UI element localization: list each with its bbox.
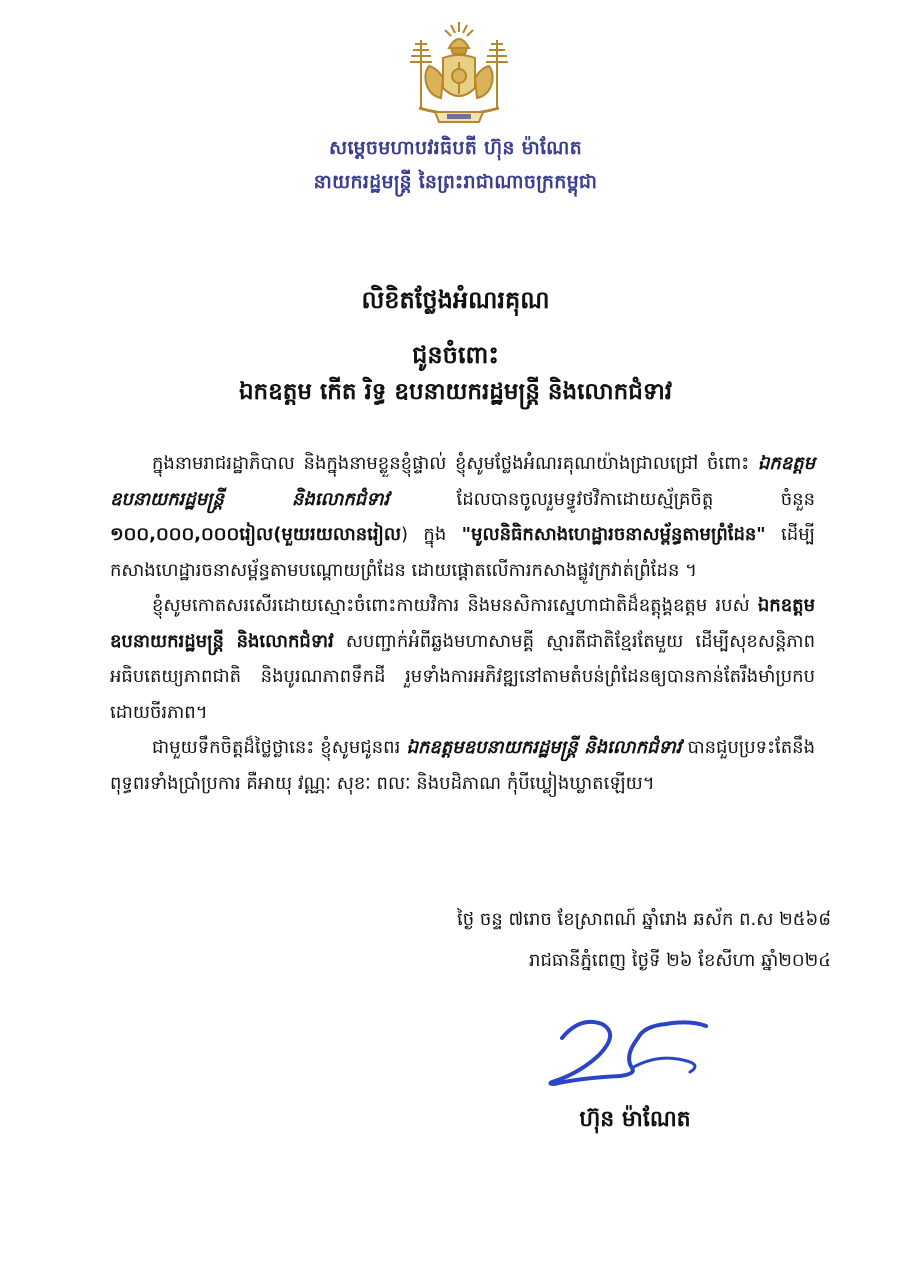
- handwritten-signature: [540, 1008, 710, 1093]
- p2-text-2: សបញ្ជាក់អំពីឆ្លងមហាសាមគ្គី ស្មារតីជាតិខ្មែរតែមួយ ដើម្បីសុខសន្តិភាព អធិបតេយ្យភាពជាតិ និងបូរណភាពទឹកដី រួមទាំងការអភិវឌ្ឍនៅតាមតំបន់ព្រំដែនឲ្យបានកាន់តែរឹងមាំប្រកបដោយចីរភាព។: [110, 630, 815, 723]
- p1-text-2: ដែលបានចូលរួមទ្ធូវថវិកាដោយស្ម័គ្រចិត្ត ចំនួន: [389, 488, 815, 510]
- p1-amount-words: មួយរយលានរៀល: [281, 524, 402, 545]
- p3-recipient: ឯកឧត្តមឧបនាយករដ្ឋមន្ត្រី និងលោកជំទាវ: [406, 737, 682, 758]
- sender-title: សម្តេចមហាបវរធិបតី ហ៊ុន ម៉ាណែត: [329, 137, 582, 159]
- solar-date: រាជធានីភ្នំពេញ ថ្ងៃទី ២៦ ខែសីហា ឆ្នាំ២០២៤: [529, 950, 831, 971]
- p3-text-2: បានជួបប្រទះតែនឹងពុទ្ធពរទាំងប្រាំប្រការ គឺអាយុ វណ្ណៈ សុខៈ ពលៈ និងបដិភាណ កុំបីឃ្លៀងឃ្លាតឡើយ។: [110, 737, 815, 794]
- p2-recipient: ឯកឧត្តមឧបនាយករដ្ឋមន្ត្រី និងលោកជំទាវ: [110, 595, 815, 652]
- p1-text-5: ដើម្បីកសាងហេដ្ឋារចនាសម្ព័ន្ធតាមបណ្តោយព្រំដែន ដោយផ្តោតលើការកសាងផ្លូវក្រវាត់ព្រំដែន ។: [110, 524, 815, 581]
- letter-to-label: ជូនចំពោះ: [412, 341, 499, 369]
- p1-text-4: ) ក្នុង: [401, 524, 462, 545]
- letter-recipient: ឯកឧត្តម កើត រិទ្ធ ឧបនាយករដ្ឋមន្ត្រី និងលោកជំទាវ: [238, 379, 673, 405]
- letter-body: [110, 446, 815, 801]
- letter-title: លិខិតថ្លែងអំណរគុណ: [361, 286, 550, 314]
- p1-text-1: ក្នុងនាមរាជរដ្ឋាភិបាល និងក្នុងនាមខ្លួនខ្ញុំផ្ទាល់ ខ្ញុំសូមថ្លែងអំណរគុណយ៉ាងជ្រាលជ្រៅ ចំពោះ: [152, 453, 758, 474]
- p2-text-1: ខ្ញុំសូមកោតសរសើរដោយស្មោះចំពោះកាយវិការ និងមនសិការស្នេហាជាតិដ៏ឧត្តុង្គឧត្តម របស់: [152, 595, 758, 616]
- p1-paren-open: (: [273, 524, 282, 545]
- paragraph-2: [110, 588, 815, 730]
- paragraph-1: [110, 446, 815, 588]
- p1-amount-digits: ១០០,០០០,០០០រៀល: [110, 524, 274, 545]
- p3-text-1: ជាមួយទឹកចិត្តដ៏ថ្លៃថ្លានេះ ខ្ញុំសូមជូនពរ: [152, 737, 407, 758]
- lunar-date: ថ្ងៃ ចន្ទ ៧រោច ខែស្រាពណ៍ ឆ្នាំរោង ឆស័ក ព.ស ២៥៦៨: [457, 909, 831, 930]
- sender-position: នាយករដ្ឋមន្ត្រី នៃព្រះរាជាណាចក្រកម្ពុជា: [313, 171, 598, 193]
- cambodia-royal-coat-of-arms-icon: [405, 18, 513, 128]
- paragraph-3: [110, 730, 815, 801]
- p1-fund-name: "មូលនិធិកសាងហេដ្ឋារចនាសម្ព័ន្ធតាមព្រំដែន": [461, 524, 766, 545]
- p1-recipient: ឯកឧត្តមឧបនាយករដ្ឋមន្ត្រី និងលោកជំទាវ: [110, 453, 815, 510]
- signer-name: ហ៊ុន ម៉ាណែត: [579, 1107, 691, 1132]
